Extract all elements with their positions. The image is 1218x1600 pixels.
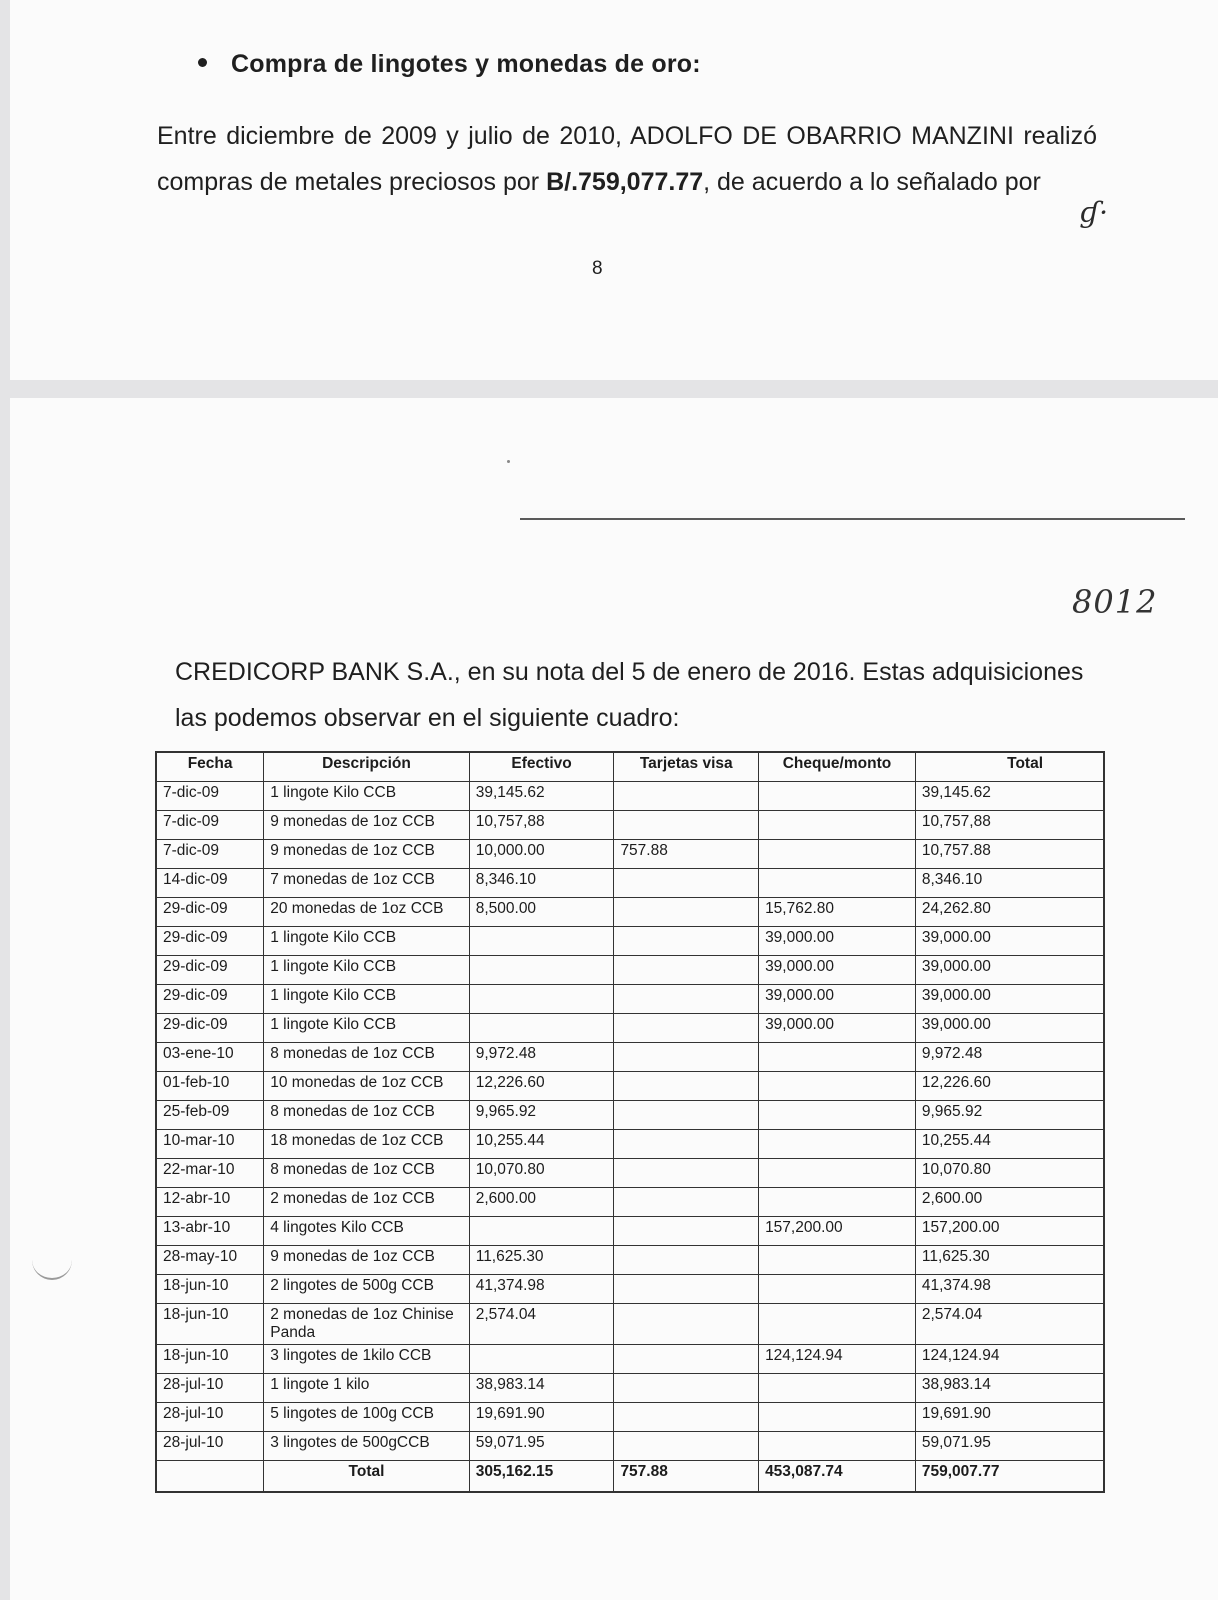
cell-efectivo: 11,625.30 [469,1246,614,1275]
cell-cheque [759,1432,916,1461]
table-row [156,898,1104,927]
cell-total: 10,070.80 [915,1159,1104,1188]
cell-descripcion: 1 lingote 1 kilo [264,1374,469,1403]
table-row [156,1072,1104,1101]
cell-efectivo: 9,972.48 [469,1043,614,1072]
cell-fecha: 28-jul-10 [156,1374,264,1403]
cell-efectivo: 10,757,88 [469,811,614,840]
total-cheque: 453,087.74 [759,1461,916,1493]
cell-total: 38,983.14 [915,1374,1104,1403]
cell-fecha: 29-dic-09 [156,927,264,956]
cell-descripcion: 10 monedas de 1oz CCB [264,1072,469,1101]
cell-cheque: 15,762.80 [759,898,916,927]
cell-descripcion: 9 monedas de 1oz CCB [264,811,469,840]
cell-tarjetas [614,1101,759,1130]
document-page-top [10,0,1218,380]
table-row [156,1304,1104,1345]
bullet-icon [198,58,207,67]
cell-tarjetas [614,1188,759,1217]
cell-tarjetas [614,811,759,840]
cell-tarjetas [614,1159,759,1188]
table-row [156,1159,1104,1188]
cell-cheque [759,1130,916,1159]
cell-cheque [759,1188,916,1217]
handwritten-initials: ɠ· [1080,196,1109,229]
table-row [156,1101,1104,1130]
cell-cheque: 124,124.94 [759,1345,916,1374]
cell-total: 39,000.00 [915,1014,1104,1043]
cell-cheque: 39,000.00 [759,1014,916,1043]
table-body [156,782,1104,1461]
cell-fecha: 13-abr-10 [156,1217,264,1246]
table-row [156,782,1104,811]
cell-fecha: 10-mar-10 [156,1130,264,1159]
cell-fecha: 28-may-10 [156,1246,264,1275]
cell-descripcion: 18 monedas de 1oz CCB [264,1130,469,1159]
cell-descripcion: 8 monedas de 1oz CCB [264,1101,469,1130]
table-row [156,927,1104,956]
cell-efectivo [469,985,614,1014]
intro-paragraph [157,113,1097,205]
cell-total: 41,374.98 [915,1275,1104,1304]
cell-tarjetas [614,1275,759,1304]
cell-descripcion: 3 lingotes de 1kilo CCB [264,1345,469,1374]
header-fecha: Fecha [156,752,264,782]
cell-tarjetas [614,1072,759,1101]
cell-fecha: 12-abr-10 [156,1188,264,1217]
table-row [156,1345,1104,1374]
cell-descripcion: 1 lingote Kilo CCB [264,1014,469,1043]
cell-descripcion: 2 monedas de 1oz CCB [264,1188,469,1217]
table-total-row [156,1461,1104,1493]
cell-fecha: 7-dic-09 [156,811,264,840]
cell-tarjetas [614,1043,759,1072]
cell-tarjetas [614,985,759,1014]
cell-tarjetas [614,1403,759,1432]
cell-cheque [759,1403,916,1432]
table-header-row [156,752,1104,782]
cell-total: 124,124.94 [915,1345,1104,1374]
margin-mark [32,1260,72,1280]
total-label: Total [264,1461,469,1493]
cell-cheque [759,1159,916,1188]
cell-total: 10,255.44 [915,1130,1104,1159]
cell-cheque [759,811,916,840]
cell-cheque [759,1246,916,1275]
cell-total: 157,200.00 [915,1217,1104,1246]
cell-cheque: 39,000.00 [759,985,916,1014]
cell-fecha: 01-feb-10 [156,1072,264,1101]
cell-cheque: 39,000.00 [759,927,916,956]
paragraph-text-end: , de acuerdo a lo señalado por [703,168,1041,196]
cell-efectivo: 10,070.80 [469,1159,614,1188]
table-row [156,869,1104,898]
cell-cheque [759,840,916,869]
header-cheque-monto: Cheque/monto [759,752,916,782]
cell-efectivo [469,927,614,956]
header-total: Total [915,752,1104,782]
cell-efectivo: 9,965.92 [469,1101,614,1130]
cell-fecha: 28-jul-10 [156,1403,264,1432]
cell-fecha: 18-jun-10 [156,1275,264,1304]
cell-descripcion: 20 monedas de 1oz CCB [264,898,469,927]
cell-tarjetas [614,1374,759,1403]
cell-descripcion: 1 lingote Kilo CCB [264,956,469,985]
cell-cheque [759,1304,916,1345]
section-heading-text: Compra de lingotes y monedas de oro: [231,50,701,78]
cell-cheque: 157,200.00 [759,1217,916,1246]
cell-efectivo [469,1217,614,1246]
cell-cheque [759,1275,916,1304]
table-row [156,1275,1104,1304]
cell-fecha: 18-jun-10 [156,1345,264,1374]
cell-efectivo: 41,374.98 [469,1275,614,1304]
cell-efectivo: 39,145.62 [469,782,614,811]
cell-total: 9,965.92 [915,1101,1104,1130]
table-row [156,1246,1104,1275]
cell-descripcion: 4 lingotes Kilo CCB [264,1217,469,1246]
section-heading [198,50,701,79]
cell-descripcion: 1 lingote Kilo CCB [264,927,469,956]
cell-efectivo: 8,346.10 [469,869,614,898]
table-row [156,1014,1104,1043]
cell-descripcion: 5 lingotes de 100g CCB [264,1403,469,1432]
cell-fecha: 7-dic-09 [156,782,264,811]
cell-total: 39,000.00 [915,956,1104,985]
cell-tarjetas [614,1130,759,1159]
cell-fecha: 28-jul-10 [156,1432,264,1461]
cell-cheque: 39,000.00 [759,956,916,985]
cell-efectivo [469,956,614,985]
paragraph-text: Entre diciembre de 2009 y julio de 2010, ADOLFO DE OBARRIO MANZINI realizó compras de metales preciosos por [157,122,1097,196]
cell-total: 9,972.48 [915,1043,1104,1072]
cell-fecha: 14-dic-09 [156,869,264,898]
table-row [156,1403,1104,1432]
total-total: 759,007.77 [915,1461,1104,1493]
cell-fecha: 03-ene-10 [156,1043,264,1072]
table-row [156,811,1104,840]
cell-descripcion: 2 lingotes de 500g CCB [264,1275,469,1304]
cell-efectivo: 59,071.95 [469,1432,614,1461]
cell-descripcion: 8 monedas de 1oz CCB [264,1043,469,1072]
cell-descripcion: 7 monedas de 1oz CCB [264,869,469,898]
cell-total: 2,600.00 [915,1188,1104,1217]
cell-cheque [759,1374,916,1403]
handwritten-folio-number: 8012 [1072,583,1158,621]
cell-cheque [759,1101,916,1130]
continuation-paragraph: CREDICORP BANK S.A., en su nota del 5 de enero de 2016. Estas adquisiciones las podemos observar en el siguiente cuadro: [175,658,1084,732]
cell-efectivo: 10,255.44 [469,1130,614,1159]
cell-tarjetas [614,956,759,985]
cell-efectivo: 10,000.00 [469,840,614,869]
cell-fecha: 29-dic-09 [156,898,264,927]
total-cell-empty [156,1461,264,1493]
document-page-bottom [10,398,1218,1600]
cell-tarjetas [614,782,759,811]
cell-total: 19,691.90 [915,1403,1104,1432]
cell-descripcion: 1 lingote Kilo CCB [264,782,469,811]
cell-fecha: 22-mar-10 [156,1159,264,1188]
cell-tarjetas [614,1246,759,1275]
cell-tarjetas: 757.88 [614,840,759,869]
cell-efectivo: 2,574.04 [469,1304,614,1345]
cell-tarjetas [614,1304,759,1345]
cell-total: 39,145.62 [915,782,1104,811]
cell-efectivo: 2,600.00 [469,1188,614,1217]
cell-total: 11,625.30 [915,1246,1104,1275]
page-number: 8 [592,258,603,279]
table-row [156,840,1104,869]
cell-cheque [759,869,916,898]
cell-tarjetas [614,1014,759,1043]
table-row [156,985,1104,1014]
cell-efectivo [469,1014,614,1043]
cell-cheque [759,1043,916,1072]
table-row [156,1188,1104,1217]
cell-total: 39,000.00 [915,985,1104,1014]
cell-efectivo: 19,691.90 [469,1403,614,1432]
cell-total: 24,262.80 [915,898,1104,927]
cell-fecha: 29-dic-09 [156,956,264,985]
cell-descripcion: 3 lingotes de 500gCCB [264,1432,469,1461]
header-descripcion: Descripción [264,752,469,782]
cell-descripcion: 8 monedas de 1oz CCB [264,1159,469,1188]
table-row [156,956,1104,985]
table-row [156,1043,1104,1072]
cell-fecha: 7-dic-09 [156,840,264,869]
table-row [156,1432,1104,1461]
cell-efectivo [469,1345,614,1374]
purchases-table [155,751,1105,1493]
cell-total: 2,574.04 [915,1304,1104,1345]
cell-efectivo: 12,226.60 [469,1072,614,1101]
cell-fecha: 29-dic-09 [156,985,264,1014]
scan-dot [507,460,510,463]
total-efectivo: 305,162.15 [469,1461,614,1493]
table-row [156,1374,1104,1403]
header-tarjetas-visa: Tarjetas visa [614,752,759,782]
cell-efectivo: 38,983.14 [469,1374,614,1403]
total-tarjetas: 757.88 [614,1461,759,1493]
cell-fecha: 29-dic-09 [156,1014,264,1043]
cell-total: 10,757,88 [915,811,1104,840]
header-efectivo: Efectivo [469,752,614,782]
cell-descripcion: 9 monedas de 1oz CCB [264,1246,469,1275]
cell-cheque [759,782,916,811]
table-row [156,1130,1104,1159]
cell-total: 59,071.95 [915,1432,1104,1461]
cell-descripcion: 1 lingote Kilo CCB [264,985,469,1014]
cell-tarjetas [614,1217,759,1246]
cell-descripcion: 2 monedas de 1oz Chinise Panda [264,1304,469,1345]
cell-tarjetas [614,898,759,927]
cell-total: 12,226.60 [915,1072,1104,1101]
cell-tarjetas [614,1345,759,1374]
cell-total: 8,346.10 [915,869,1104,898]
cell-cheque [759,1072,916,1101]
cell-tarjetas [614,927,759,956]
cell-tarjetas [614,869,759,898]
cell-fecha: 18-jun-10 [156,1304,264,1345]
cell-fecha: 25-feb-09 [156,1101,264,1130]
table-row [156,1217,1104,1246]
amount-bold: B/.759,077.77 [546,168,704,196]
cell-total: 10,757.88 [915,840,1104,869]
cell-descripcion: 9 monedas de 1oz CCB [264,840,469,869]
cell-efectivo: 8,500.00 [469,898,614,927]
header-rule [520,518,1185,520]
cell-total: 39,000.00 [915,927,1104,956]
cell-tarjetas [614,1432,759,1461]
